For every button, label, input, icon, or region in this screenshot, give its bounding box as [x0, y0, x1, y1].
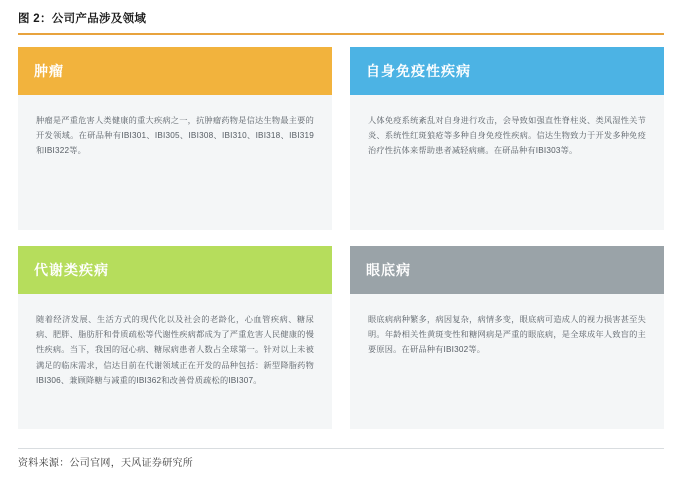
card-header-label: 代谢类疾病 [34, 262, 109, 278]
card-grid [18, 47, 664, 429]
card-autoimmune [350, 47, 664, 230]
footer-divider [18, 448, 664, 449]
card-header-label: 自身免疫性疾病 [366, 63, 471, 79]
card-oncology [18, 47, 332, 230]
card-ophthalmology [350, 246, 664, 429]
card-header [18, 246, 332, 294]
card-header-label: 眼底病 [366, 262, 411, 278]
page-title: 图 2：公司产品涉及领域 [18, 13, 147, 25]
card-body-text: 眼底病病种繁多，病因复杂，病情多变，眼底病可造成人的视力损害甚至失明。年龄相关性黄斑变性和糖网病是严重的眼底病，是全球成年人致盲的主要原因。在研品种有IBI302等。 [368, 315, 646, 355]
card-body-text: 随着经济发展、生活方式的现代化以及社会的老龄化，心血管疾病、糖尿病、肥胖、脂肪肝和骨质疏松等代谢性疾病都成为了严重危害人民健康的慢性疾病。当下，我国的冠心病、糖尿病患者人数占全球第一。针对以上未被满足的临床需求，信达目前在代谢领域正在开发的品种包括：新型降脂药物IBI306、兼顾降糖与减重的IBI362和改善骨质疏松的IBI307。 [36, 315, 314, 385]
card-body-text: 人体免疫系统紊乱对自身进行攻击，会导致如强直性脊柱炎、类风湿性关节炎、系统性红斑狼疮等多种自身免疫性疾病。信达生物致力于开发多种免疫治疗性抗体来帮助患者减轻病痛。在研品种有IBI303等。 [368, 116, 646, 156]
card-header [350, 47, 664, 95]
title-divider [18, 33, 664, 35]
card-body-text: 肿瘤是严重危害人类健康的重大疾病之一，抗肿瘤药物是信达生物最主要的开发领域。在研品种有IBI301、IBI305、IBI308、IBI310、IBI318、IBI319和IBI322等。 [36, 116, 314, 156]
card-header [350, 246, 664, 294]
card-metabolic [18, 246, 332, 429]
source-note: 资料来源：公司官网，天风证券研究所 [18, 458, 194, 469]
card-header [18, 47, 332, 95]
card-header-label: 肿瘤 [34, 63, 64, 79]
